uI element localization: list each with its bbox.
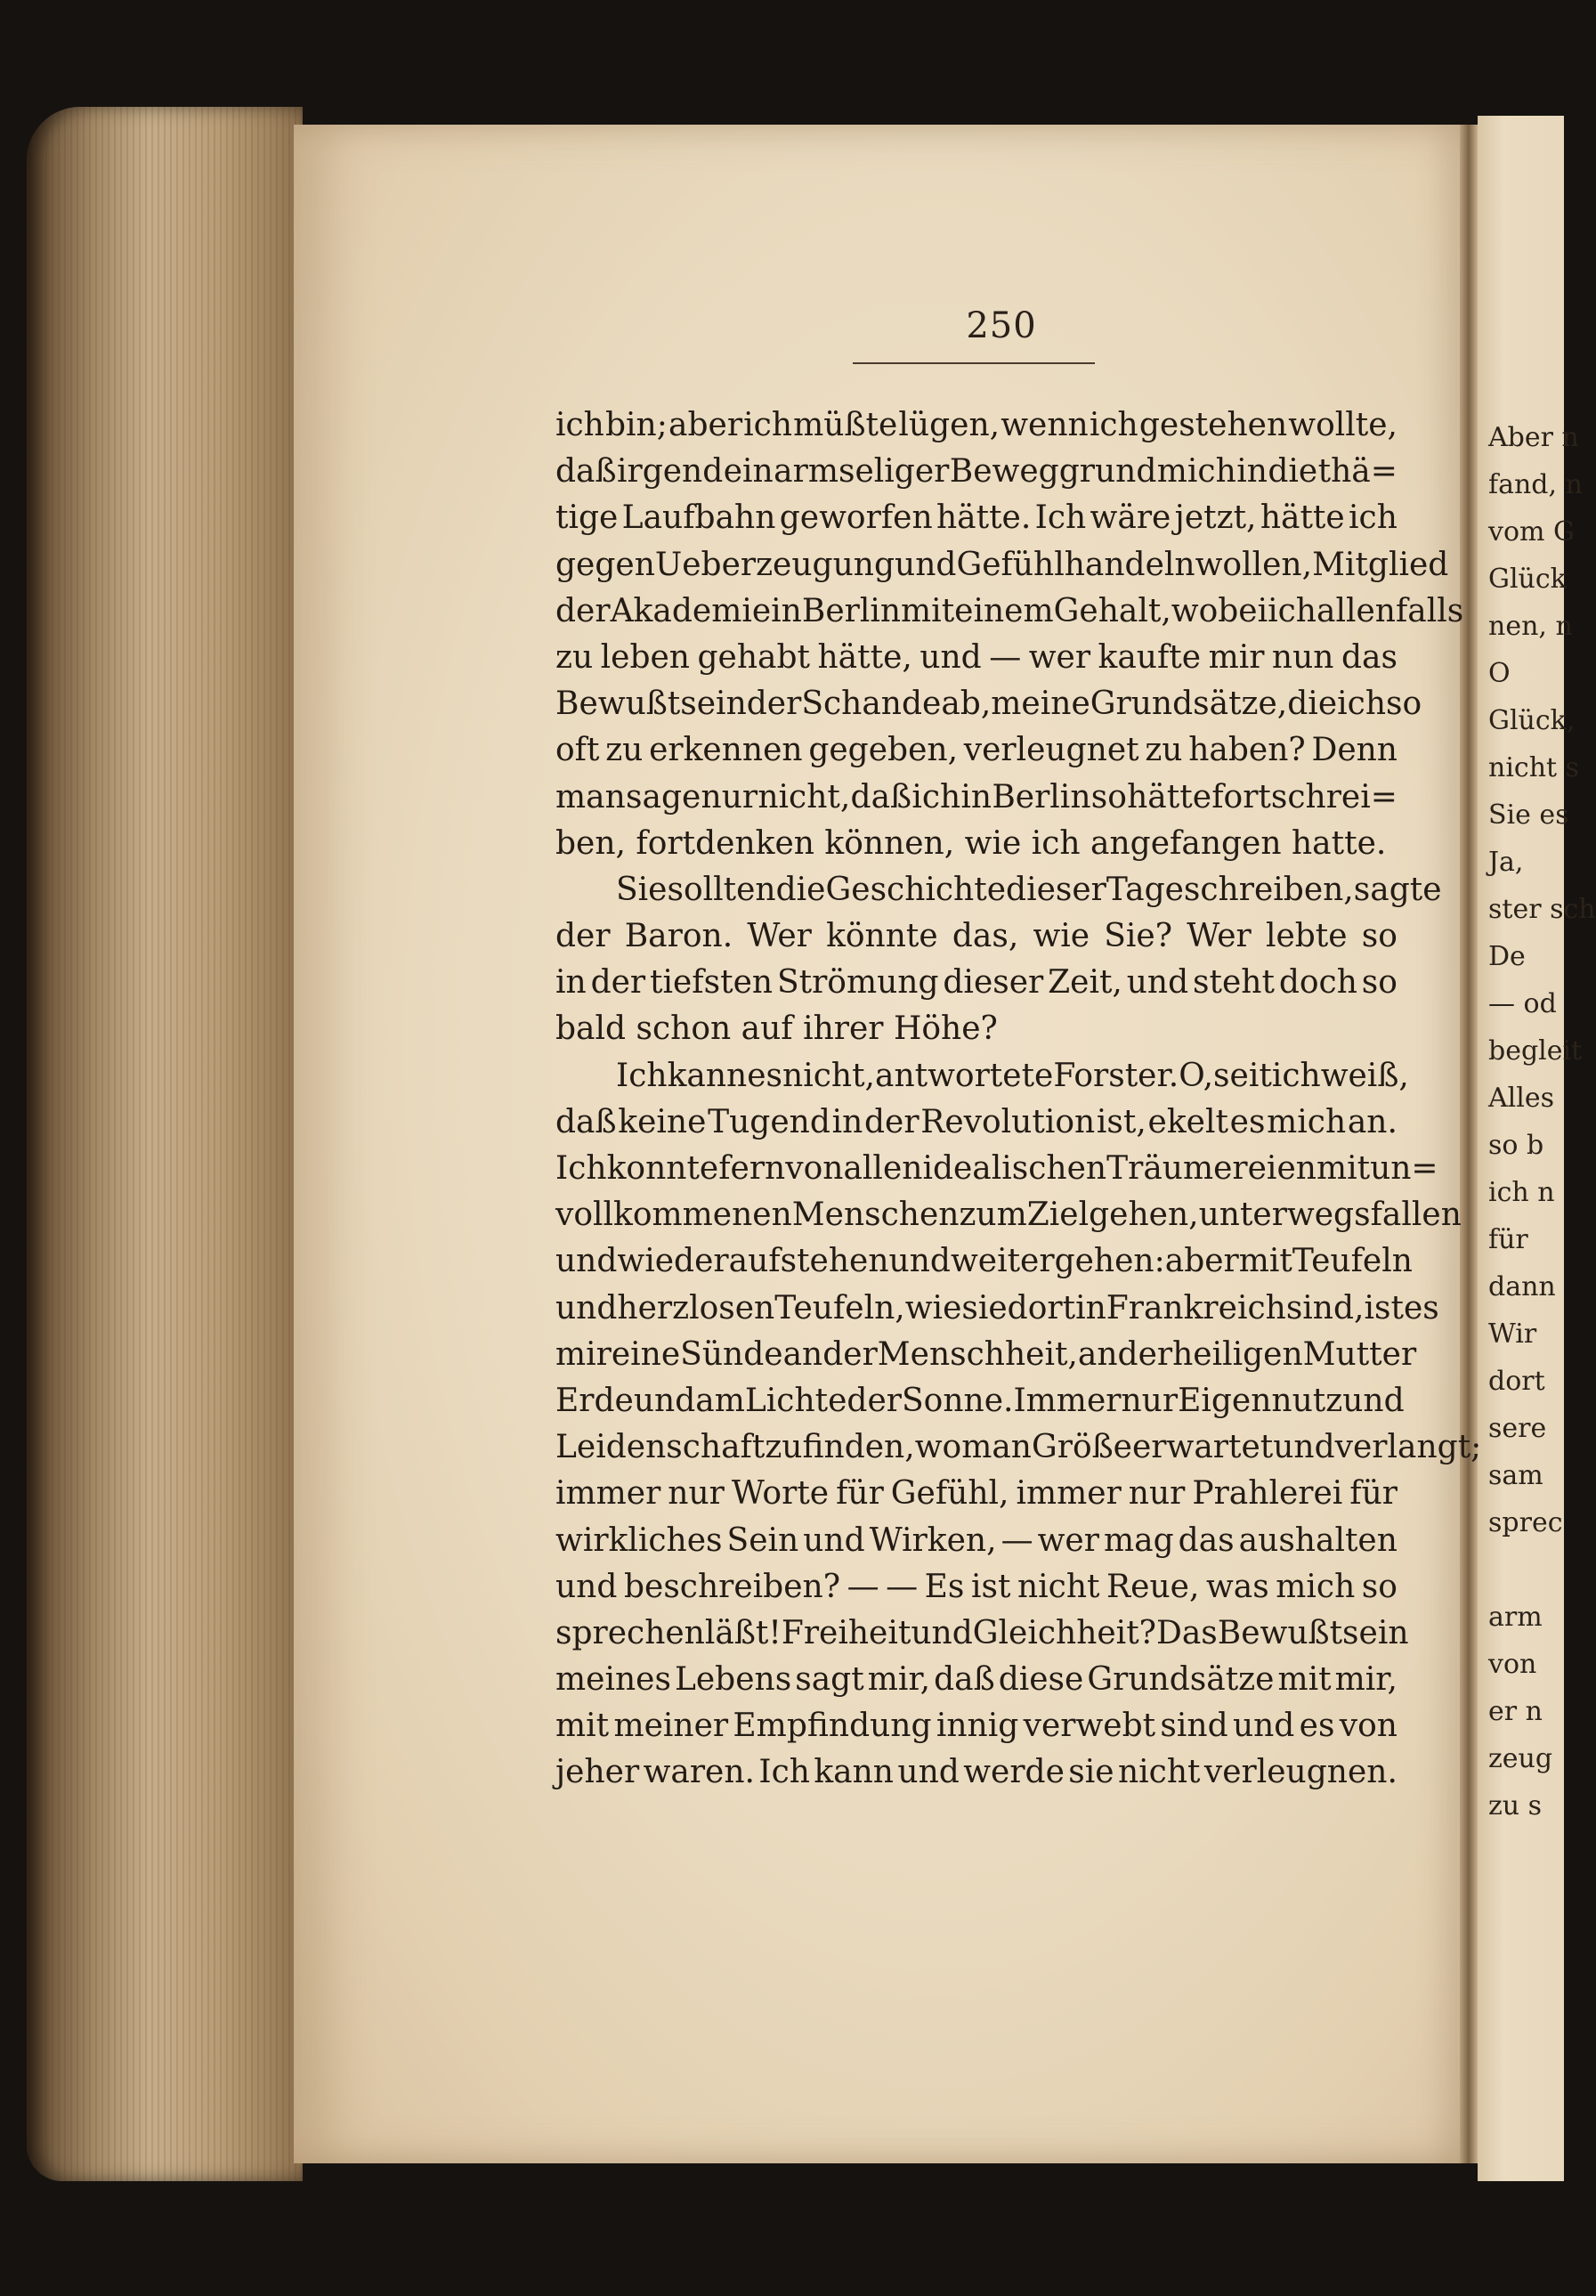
text-line: bald schon auf ihrer Höhe?: [555, 1010, 998, 1048]
right-page-fragment: De: [1488, 941, 1526, 972]
text-line: in der tiefsten Strömung dieser Zeit, und steht doch so: [555, 964, 1398, 1002]
text-line: und wieder aufstehen und weiter gehen: aber mit Teufeln: [555, 1243, 1413, 1280]
right-page-fragment: für: [1488, 1224, 1528, 1255]
right-page-fragment: fand, n: [1488, 469, 1583, 500]
text-line: wirkliches Sein und Wirken, — wer mag das aushalten: [555, 1521, 1398, 1559]
right-page-fragment: Wir: [1488, 1318, 1537, 1350]
text-line: gegen Ueberzeugung und Gefühl handeln wollen, Mitglied: [555, 546, 1449, 583]
text-line: der Akademie in Berlin mit einem Gehalt, wobei ich allenfalls: [555, 592, 1464, 629]
right-page-fragment: zu s: [1488, 1790, 1543, 1821]
page-edges: [27, 107, 303, 2181]
right-page-fragment: begleit: [1488, 1035, 1583, 1067]
text-line: mir eine Sünde an der Menschheit, an der heiligen Mutter: [555, 1335, 1417, 1373]
text-line: mit meiner Empfindung innig verwebt sind und es von: [555, 1708, 1398, 1745]
right-page-fragment: dann: [1488, 1271, 1556, 1302]
text-line: vollkommenen Menschen zum Ziel gehen, unterwegs fallen: [555, 1197, 1462, 1234]
right-page-fragment: ich n: [1488, 1177, 1555, 1208]
text-line: tige Laufbahn geworfen hätte. Ich wäre jetzt, hätte ich: [555, 499, 1398, 537]
right-page-fragment: nicht s: [1488, 752, 1580, 783]
text-line: daß irgend ein armseliger Beweggrund mich in die thä=: [555, 453, 1398, 491]
text-line: Leidenschaft zu finden, wo man Größe erwartet und verlangt;: [555, 1429, 1482, 1466]
right-page-fragment: Ja,: [1488, 847, 1524, 878]
right-page-fragment: von: [1488, 1649, 1537, 1680]
header-rule: [853, 362, 1095, 364]
right-page-fragment: Glück: [1488, 564, 1567, 595]
text-line: der Baron. Wer könnte das, wie Sie? Wer lebte so: [555, 918, 1398, 955]
right-page-fragment: Glück,: [1488, 705, 1576, 736]
right-page-fragment: Aber n: [1488, 422, 1579, 453]
right-page-fragment: [1488, 1546, 1596, 1594]
right-page-fragment: ster sch: [1488, 894, 1596, 925]
right-page-fragment: er n: [1488, 1696, 1543, 1727]
text-line: daß keine Tugend in der Revolution ist, ekelt es mich an.: [555, 1103, 1398, 1140]
page-body-text: [555, 402, 1482, 1797]
right-page-fragment: so b: [1488, 1130, 1544, 1161]
text-line: meines Lebens sagt mir, daß diese Grundsätze mit mir,: [555, 1661, 1398, 1699]
text-line: Ich kann es nicht, antwortete Forster. O, seit ich weiß,: [616, 1057, 1409, 1094]
right-page-fragment: dort: [1488, 1366, 1545, 1397]
text-line: ben, fortdenken können, wie ich angefangen hatte.: [555, 824, 1387, 862]
text-line: man sage nur nicht, daß ich in Berlin so hätte fortschrei=: [555, 778, 1398, 815]
text-line: jeher waren. Ich kann und werde sie nicht verleugnen.: [555, 1754, 1398, 1791]
text-line: Sie sollten die Geschichte dieser Tage schreiben, sagte: [616, 871, 1442, 908]
page-number: 250: [966, 305, 1037, 346]
right-page-fragment: Alles: [1488, 1083, 1555, 1114]
right-page-fragment: Sie es: [1488, 799, 1569, 831]
text-line: und beschreiben? — — Es ist nicht Reue, was mich so: [555, 1568, 1398, 1605]
book-gutter: [1460, 125, 1478, 2163]
text-line: oft zu erkennen gegeben, verleugnet zu haben? Denn: [555, 732, 1398, 769]
right-page-fragment: zeug: [1488, 1743, 1553, 1774]
text-line: Bewußtsein der Schande ab, meine Grundsätze, die ich so: [555, 686, 1422, 723]
right-page-fragment: — od: [1488, 988, 1557, 1019]
right-page-fragment: sam: [1488, 1460, 1543, 1491]
right-page-fragment: O: [1488, 658, 1511, 689]
right-page-fragment: nen, n: [1488, 611, 1573, 642]
right-page-text-fragments: [1488, 414, 1596, 1829]
text-line: zu leben gehabt hätte, und — wer kaufte mir nun das: [555, 638, 1398, 676]
right-page-fragment: sprec: [1488, 1507, 1563, 1538]
text-line: Erde und am Lichte der Sonne. Immer nur Eigennutz und: [555, 1382, 1405, 1419]
text-line: Ich konnte fern von allen idealischen Träumereien mit un=: [555, 1150, 1438, 1187]
right-page-fragment: sere: [1488, 1413, 1547, 1444]
text-line: immer nur Worte für Gefühl, immer nur Prahlerei für: [555, 1475, 1398, 1513]
right-page-fragment: vom G: [1488, 516, 1575, 548]
right-page-fragment: arm: [1488, 1602, 1543, 1633]
text-line: sprechen läßt! Freiheit und Gleichheit? Das Bewußtsein: [555, 1614, 1409, 1651]
text-line: und herzlosen Teufeln, wie sie dort in Frankreich sind, ist es: [555, 1289, 1439, 1326]
text-line: ich bin; aber ich müßte lügen, wenn ich gestehen wollte,: [555, 407, 1398, 443]
